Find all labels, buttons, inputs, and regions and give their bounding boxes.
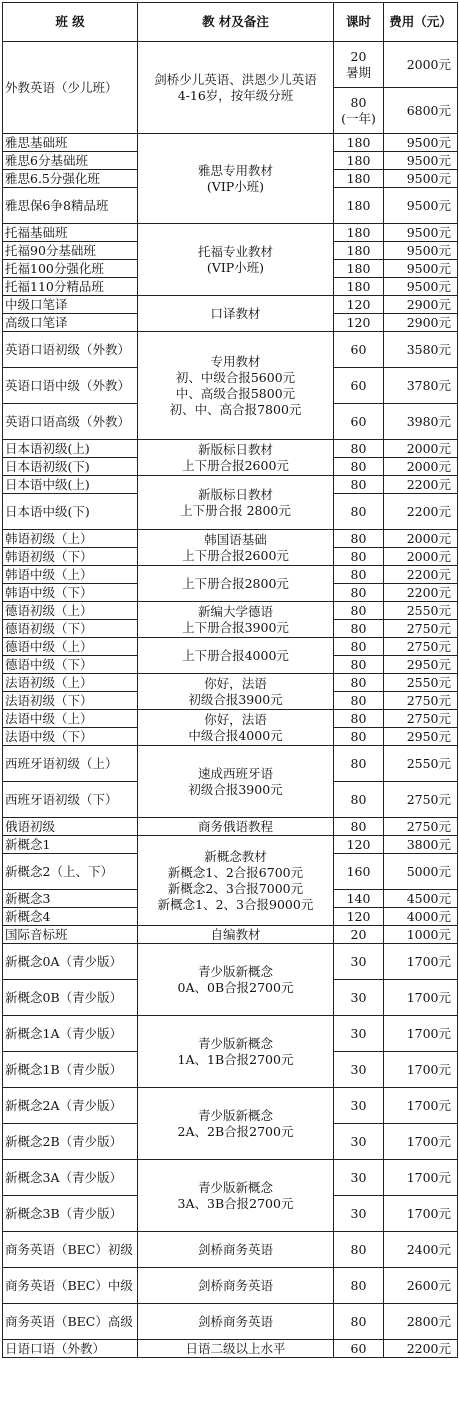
hours-cell: 80 xyxy=(334,710,384,728)
course-name-cell: 新概念1B（青少版） xyxy=(3,1052,138,1088)
hours-cell: 80 xyxy=(334,620,384,638)
course-name-cell: 日本语中级(下) xyxy=(3,494,138,530)
material-cell: 青少版新概念 2A、2B合报2700元 xyxy=(138,1088,334,1160)
fee-cell: 2950元 xyxy=(384,728,458,746)
fee-cell: 2750元 xyxy=(384,818,458,836)
table-row xyxy=(3,1268,458,1304)
table-row xyxy=(3,1232,458,1268)
course-name-cell: 日本语初级(上) xyxy=(3,440,138,458)
course-name-cell: 新概念2B（青少版） xyxy=(3,1124,138,1160)
hours-cell: 20 暑期 xyxy=(334,42,384,88)
fee-cell: 2750元 xyxy=(384,692,458,710)
fee-cell: 2750元 xyxy=(384,620,458,638)
table-row xyxy=(3,224,458,242)
fee-cell: 2000元 xyxy=(384,440,458,458)
table-row xyxy=(3,440,458,458)
table-row xyxy=(3,1088,458,1124)
material-cell: 新概念教材 新概念1、2合报6700元 新概念2、3合报7000元 新概念1、2、3合报9000元 xyxy=(138,836,334,926)
course-name-cell: 新概念1A（青少版） xyxy=(3,1016,138,1052)
hours-cell: 160 xyxy=(334,854,384,890)
hours-cell: 80 (一年) xyxy=(334,88,384,134)
fee-cell: 1700元 xyxy=(384,1016,458,1052)
hours-cell: 80 xyxy=(334,818,384,836)
hours-cell: 180 xyxy=(334,188,384,224)
fee-cell: 2550元 xyxy=(384,602,458,620)
fee-cell: 9500元 xyxy=(384,170,458,188)
table-row xyxy=(3,566,458,584)
table-row xyxy=(3,818,458,836)
fee-cell: 2750元 xyxy=(384,638,458,656)
fee-cell: 1700元 xyxy=(384,980,458,1016)
table-row xyxy=(3,1160,458,1196)
fee-cell: 2900元 xyxy=(384,314,458,332)
course-name-cell: 日语口语（外教） xyxy=(3,1340,138,1358)
fee-cell: 9500元 xyxy=(384,260,458,278)
material-cell: 剑桥商务英语 xyxy=(138,1268,334,1304)
course-name-cell: 德语初级（下） xyxy=(3,620,138,638)
fee-cell: 1700元 xyxy=(384,1160,458,1196)
hours-cell: 180 xyxy=(334,224,384,242)
material-cell: 剑桥商务英语 xyxy=(138,1304,334,1340)
course-name-cell: 托福100分强化班 xyxy=(3,260,138,278)
table-row xyxy=(3,746,458,782)
table-row xyxy=(3,134,458,152)
fee-cell: 2200元 xyxy=(384,566,458,584)
course-name-cell: 托福基础班 xyxy=(3,224,138,242)
hours-cell: 80 xyxy=(334,692,384,710)
course-name-cell: 新概念2A（青少版） xyxy=(3,1088,138,1124)
material-cell: 托福专业教材 (VIP小班) xyxy=(138,224,334,296)
course-name-cell: 新概念3 xyxy=(3,890,138,908)
hours-cell: 80 xyxy=(334,566,384,584)
material-cell: 剑桥商务英语 xyxy=(138,1232,334,1268)
material-cell: 速成西班牙语 初级合报3900元 xyxy=(138,746,334,818)
course-name-cell: 新概念3B（青少版） xyxy=(3,1196,138,1232)
material-cell: 雅思专用教材 (VIP小班) xyxy=(138,134,334,224)
fee-cell: 9500元 xyxy=(384,224,458,242)
hours-cell: 80 xyxy=(334,530,384,548)
fee-cell: 9500元 xyxy=(384,134,458,152)
course-name-cell: 雅思保6争8精品班 xyxy=(3,188,138,224)
material-cell: 专用教材 初、中级合报5600元 中、高级合报5800元 初、中、高合报7800元 xyxy=(138,332,334,440)
course-name-cell: 法语中级（上） xyxy=(3,710,138,728)
fee-cell: 2900元 xyxy=(384,296,458,314)
hours-cell: 30 xyxy=(334,1196,384,1232)
course-name-cell: 新概念2（上、下） xyxy=(3,854,138,890)
course-name-cell: 雅思基础班 xyxy=(3,134,138,152)
table-row xyxy=(3,926,458,944)
hours-cell: 80 xyxy=(334,440,384,458)
course-name-cell: 新概念4 xyxy=(3,908,138,926)
fee-cell: 2550元 xyxy=(384,746,458,782)
hours-cell: 30 xyxy=(334,1016,384,1052)
course-name-cell: 日本语初级(下) xyxy=(3,458,138,476)
course-name-cell: 俄语初级 xyxy=(3,818,138,836)
fee-cell: 2200元 xyxy=(384,584,458,602)
table-row xyxy=(3,710,458,728)
course-name-cell: 韩语中级（上） xyxy=(3,566,138,584)
fee-cell: 3980元 xyxy=(384,404,458,440)
course-name-cell: 西班牙语初级（下） xyxy=(3,782,138,818)
fee-cell: 2200元 xyxy=(384,494,458,530)
fee-cell: 5000元 xyxy=(384,854,458,890)
course-name-cell: 日本语中级(上) xyxy=(3,476,138,494)
course-name-cell: 国际音标班 xyxy=(3,926,138,944)
course-name-cell: 英语口语中级（外教） xyxy=(3,368,138,404)
course-name-cell: 商务英语（BEC）高级 xyxy=(3,1304,138,1340)
hours-cell: 80 xyxy=(334,674,384,692)
table-row xyxy=(3,476,458,494)
fee-cell: 2200元 xyxy=(384,476,458,494)
table-row xyxy=(3,1304,458,1340)
fee-cell: 9500元 xyxy=(384,152,458,170)
course-name-cell: 新概念0B（青少版） xyxy=(3,980,138,1016)
material-cell: 新编大学德语 上下册合报3900元 xyxy=(138,602,334,638)
fee-cell: 1700元 xyxy=(384,1196,458,1232)
fee-cell: 6800元 xyxy=(384,88,458,134)
hours-cell: 180 xyxy=(334,278,384,296)
course-name-cell: 西班牙语初级（上） xyxy=(3,746,138,782)
course-name-cell: 法语初级（上） xyxy=(3,674,138,692)
hours-cell: 60 xyxy=(334,368,384,404)
hours-cell: 30 xyxy=(334,1160,384,1196)
hours-cell: 80 xyxy=(334,638,384,656)
fee-cell: 4000元 xyxy=(384,908,458,926)
fee-cell: 2600元 xyxy=(384,1268,458,1304)
hours-cell: 140 xyxy=(334,890,384,908)
course-name-cell: 新概念0A（青少版） xyxy=(3,944,138,980)
material-cell: 新版标日教材 上下册合报2600元 xyxy=(138,440,334,476)
hours-cell: 180 xyxy=(334,170,384,188)
hours-cell: 60 xyxy=(334,332,384,368)
hours-cell: 80 xyxy=(334,728,384,746)
hours-cell: 80 xyxy=(334,476,384,494)
hours-cell: 60 xyxy=(334,1340,384,1358)
course-name-cell: 新概念3A（青少版） xyxy=(3,1160,138,1196)
fee-cell: 3800元 xyxy=(384,836,458,854)
table-row xyxy=(3,836,458,854)
material-cell: 青少版新概念 3A、3B合报2700元 xyxy=(138,1160,334,1232)
hours-cell: 120 xyxy=(334,836,384,854)
hours-cell: 120 xyxy=(334,314,384,332)
material-cell: 青少版新概念 1A、1B合报2700元 xyxy=(138,1016,334,1088)
fee-cell: 1700元 xyxy=(384,944,458,980)
course-name-cell: 法语初级（下） xyxy=(3,692,138,710)
fee-cell: 2550元 xyxy=(384,674,458,692)
fee-cell: 1700元 xyxy=(384,1088,458,1124)
table-row xyxy=(3,42,458,88)
fee-cell: 9500元 xyxy=(384,188,458,224)
course-name-cell: 英语口语高级（外教） xyxy=(3,404,138,440)
hours-cell: 80 xyxy=(334,1268,384,1304)
course-name-cell: 德语中级（下） xyxy=(3,656,138,674)
material-cell: 韩国语基础 上下册合报2600元 xyxy=(138,530,334,566)
course-fee-table xyxy=(2,2,458,1358)
fee-cell: 2400元 xyxy=(384,1232,458,1268)
fee-cell: 2200元 xyxy=(384,1340,458,1358)
hours-cell: 120 xyxy=(334,296,384,314)
hours-cell: 30 xyxy=(334,1088,384,1124)
table-row xyxy=(3,602,458,620)
hours-cell: 80 xyxy=(334,584,384,602)
table-row xyxy=(3,638,458,656)
hours-cell: 80 xyxy=(334,548,384,566)
course-name-cell: 韩语初级（上） xyxy=(3,530,138,548)
table-header-row xyxy=(3,3,458,42)
fee-cell: 4500元 xyxy=(384,890,458,908)
table-row xyxy=(3,296,458,314)
hours-cell: 80 xyxy=(334,458,384,476)
hours-cell: 80 xyxy=(334,746,384,782)
course-name-cell: 高级口笔译 xyxy=(3,314,138,332)
hours-cell: 120 xyxy=(334,908,384,926)
header-fee: 费用（元） xyxy=(384,3,458,42)
fee-cell: 1000元 xyxy=(384,926,458,944)
header-material: 教 材及备注 xyxy=(138,3,334,42)
header-hours: 课时 xyxy=(334,3,384,42)
fee-cell: 3780元 xyxy=(384,368,458,404)
hours-cell: 30 xyxy=(334,980,384,1016)
hours-cell: 180 xyxy=(334,152,384,170)
course-name-cell: 法语中级（下） xyxy=(3,728,138,746)
course-name-cell: 德语初级（上） xyxy=(3,602,138,620)
hours-cell: 60 xyxy=(334,404,384,440)
hours-cell: 180 xyxy=(334,134,384,152)
material-cell: 青少版新概念 0A、0B合报2700元 xyxy=(138,944,334,1016)
material-cell: 自编教材 xyxy=(138,926,334,944)
hours-cell: 80 xyxy=(334,782,384,818)
material-cell: 剑桥少儿英语、洪恩少儿英语 4-16岁，按年级分班 xyxy=(138,42,334,134)
course-name-cell: 雅思6.5分强化班 xyxy=(3,170,138,188)
header-course: 班 级 xyxy=(3,3,138,42)
material-cell: 你好，法语 初级合报3900元 xyxy=(138,674,334,710)
table-body xyxy=(3,42,458,1358)
hours-cell: 80 xyxy=(334,602,384,620)
fee-cell: 2750元 xyxy=(384,710,458,728)
fee-cell: 9500元 xyxy=(384,278,458,296)
table-row xyxy=(3,1016,458,1052)
course-name-cell: 外教英语（少儿班） xyxy=(3,42,138,134)
hours-cell: 20 xyxy=(334,926,384,944)
hours-cell: 80 xyxy=(334,1304,384,1340)
material-cell: 口译教材 xyxy=(138,296,334,332)
hours-cell: 180 xyxy=(334,242,384,260)
fee-cell: 9500元 xyxy=(384,242,458,260)
hours-cell: 80 xyxy=(334,656,384,674)
material-cell: 上下册合报2800元 xyxy=(138,566,334,602)
table-row xyxy=(3,1340,458,1358)
hours-cell: 30 xyxy=(334,1052,384,1088)
course-name-cell: 托福90分基础班 xyxy=(3,242,138,260)
fee-cell: 2000元 xyxy=(384,458,458,476)
fee-cell: 3580元 xyxy=(384,332,458,368)
table-row xyxy=(3,944,458,980)
fee-cell: 2950元 xyxy=(384,656,458,674)
hours-cell: 180 xyxy=(334,260,384,278)
course-name-cell: 商务英语（BEC）初级 xyxy=(3,1232,138,1268)
hours-cell: 80 xyxy=(334,1232,384,1268)
hours-cell: 30 xyxy=(334,1124,384,1160)
course-name-cell: 韩语中级（下） xyxy=(3,584,138,602)
fee-cell: 2750元 xyxy=(384,782,458,818)
course-name-cell: 雅思6分基础班 xyxy=(3,152,138,170)
course-name-cell: 新概念1 xyxy=(3,836,138,854)
table-row xyxy=(3,674,458,692)
fee-cell: 2000元 xyxy=(384,530,458,548)
material-cell: 商务俄语教程 xyxy=(138,818,334,836)
course-name-cell: 英语口语初级（外教） xyxy=(3,332,138,368)
course-name-cell: 德语中级（上） xyxy=(3,638,138,656)
fee-cell: 2800元 xyxy=(384,1304,458,1340)
material-cell: 上下册合报4000元 xyxy=(138,638,334,674)
material-cell: 日语二级以上水平 xyxy=(138,1340,334,1358)
fee-cell: 2000元 xyxy=(384,42,458,88)
table-row xyxy=(3,332,458,368)
course-name-cell: 韩语初级（下） xyxy=(3,548,138,566)
fee-cell: 1700元 xyxy=(384,1052,458,1088)
course-name-cell: 中级口笔译 xyxy=(3,296,138,314)
hours-cell: 80 xyxy=(334,494,384,530)
course-name-cell: 商务英语（BEC）中级 xyxy=(3,1268,138,1304)
material-cell: 新版标日教材 上下册合报 2800元 xyxy=(138,476,334,530)
course-name-cell: 托福110分精品班 xyxy=(3,278,138,296)
material-cell: 你好，法语 中级合报4000元 xyxy=(138,710,334,746)
table-row xyxy=(3,530,458,548)
hours-cell: 30 xyxy=(334,944,384,980)
fee-cell: 1700元 xyxy=(384,1124,458,1160)
fee-cell: 2000元 xyxy=(384,548,458,566)
